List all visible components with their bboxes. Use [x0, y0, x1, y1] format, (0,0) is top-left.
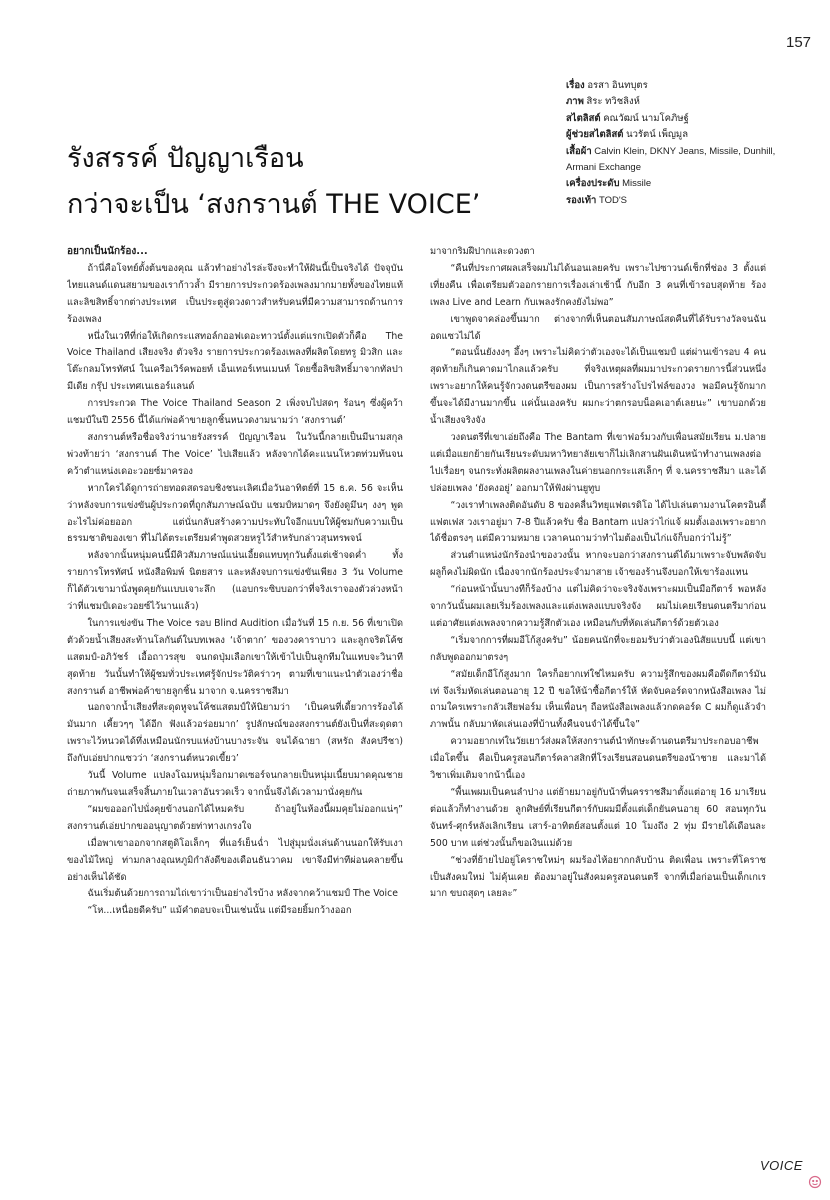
credit-value: นวรัตน์ เพ็ญมูล	[626, 129, 689, 141]
column-right	[430, 244, 766, 1149]
article-body	[67, 244, 782, 1149]
paragraph: นอกจากน้ำเสียงที่สะดุดหูจนโค้ชแสตมป์ให้นิยามว่า ‘เป็นคนที่เดี้ยวการร้องได้มันมาก เคี้ยวๆๆ ได้อีก ฟังแล้วอร่อยมาก’ รูปลักษณ์ของสงกรานต์ยังเป็นที่สะดุดตาเพราะไว้หนวดได้ทึ่งเหมือนนักรบแห่งบ้านบางระจัน จนได้ฉายา (สหรัถ สังคปรีชา) ถึงกับเอ่ยปากแซวว่า ‘สงกรานต์หนวดเขี้ยว’	[67, 702, 403, 765]
paragraph: “วงเราทำเพลงติดอันดับ 8 ของคลื่นวิทยุแฟตเรดิโอ ได้ไปเล่นตามงานโคตรอินดี้ แฟตเฟส วงเราอยู่มา 7-8 ปีแล้วครับ ชื่อ Bantam แปลว่าไก่แจ้ ผมตั้งเองเพราะอยากได้ชื่อตรงๆ แต่มีความหมาย เวลาคนถามว่าทำไมต้องเป็นไก่แจ้ก็บอกว่าไม่รู้”	[430, 499, 766, 545]
credit-label: สไตลิสต์	[566, 112, 601, 124]
credit-label: เสื้อผ้า	[566, 145, 592, 157]
paragraph: มาจากริมฝีปากและดวงตา	[430, 246, 535, 257]
credit-label: ภาพ	[566, 96, 584, 108]
paragraph: “เริ่มจากการที่ผมอีโก้สูงครับ” น้อยคนนักที่จะยอมรับว่าตัวเองนิสัยแบบนี้ แต่เขากลับพูดออกมาตรงๆ	[430, 634, 766, 663]
section-name: VOICE	[760, 1158, 803, 1173]
paragraph: เขาพูดจาคล่องขึ้นมาก ต่างจากที่เห็นตอนสัมภาษณ์สดคืนที่ได้รับรางวัลจนฉันอดแซวไม่ได้	[430, 313, 766, 342]
page-number: 157	[786, 34, 812, 51]
credit-value: สิระ ทวิชลิงห์	[586, 96, 640, 108]
paragraph: วันนี้ Volume แปลงโฉมหนุ่มร็อกมาดเซอร์จนกลายเป็นหนุ่มเนี้ยบมาดคุณชาย ถ่ายภาพกันจนเสร็จสิ้นภายในเวลาอันรวดเร็ว จากนั้นจึงได้เวลามานั่งคุยกัน	[67, 770, 403, 798]
paragraph: ฉันเริ่มต้นด้วยการถามไถ่เขาว่าเป็นอย่างไรบ้าง หลังจากคว้าแชมป์ The Voice	[87, 888, 398, 900]
paragraph: ถ้านี่คือโจทย์ตั้งต้นของคุณ แล้วทำอย่างไรล่ะจึงจะทำให้ฝันนี้เป็นจริงได้ ปัจจุบันไทยแลนด์แดนสยามของเราก้าวล้ำ มีรายการประกวดร้องเพลงมากมายทั้งของไทยแท้และลิขสิทธิ์จากต่างประเทศ เป็นประตูสู่ดวงดาวสำหรับคนที่มีความสามารถด้านการร้องเพลง	[67, 262, 403, 325]
paragraph: “ช่วงที่ย้ายไปอยู่โคราชใหม่ๆ ผมร้องไห้อยากกลับบ้าน ติดเพื่อน เพราะที่โคราชเป็นสังคมใหม่ ไม่คุ้นเคย ต้องมาอยู่ในสังคมครูสอนดนตรี จากที่เมื่อก่อนเป็นเด็กเกเรมาก ขบถสุดๆ เลยละ”	[430, 854, 766, 900]
paragraph: หากใครได้ดูการถ่ายทอดสดรอบชิงชนะเลิศเมื่อวันอาทิตย์ที่ 15 ธ.ค. 56 จะเห็นว่าหลังจบการแข่งขันผู้ประกวดที่ถูกสัมภาษณ์ฉบับ แชมป์หมาดๆ จึงยังดูมึนๆ งงๆ พูดอะไรไม่ค่อยออก แต่นั่นกลับสร้างความประทับใจอีกแบบให้ผู้ชมกับความเป็นธรรมชาติของเขา ที่ไม่ได้ตระเตรียมคำพูดสวยหรูไว้สำหรับกล่าวสุนทรพจน์	[67, 482, 403, 545]
title-line-2: กว่าจะเป็น ‘สงกรานต์ THE VOICE’	[67, 189, 481, 220]
paragraph: “โห...เหนื่อยดีครับ” แม้คำตอบจะเป็นเช่นนั้น แต่มีรอยยิ้มกว้างออก	[87, 905, 352, 917]
paragraph: วงดนตรีที่เขาเอ่ยถึงคือ The Bantam ที่เขาฟอร์มวงกับเพื่อนสมัยเรียน ม.ปลาย แต่เมื่อแยกย้ายกันเรียนระดับมหาวิทยาลัยเขาก็ไม่เลิกสานฝันเดินหน้าทำงานเพลงต่อไปเรื่อยๆ จนกระทั่งผลิตผลงานเพลงในค่ายนอกกระแสเล็กๆ ที่ จ.นครราชสีมา และได้ปล่อยเพลง ‘ยังคงอยู่’ ออกมาให้ฟังผ่านยูทูบ	[430, 431, 766, 494]
paragraph: “พื้นเพผมเป็นคนลำปาง แต่ย้ายมาอยู่กับน้าที่นครราชสีมาตั้งแต่อายุ 16 มาเรียนต่อแล้วก็ทำงานด้วย ลูกศิษย์ที่เรียนกีตาร์กับผมมีตั้งแต่เด็กยันคนอายุ 60 สอนทุกวันจันทร์-ศุกร์หลังเลิกเรียน เสาร์-อาทิตย์สอนตั้งแต่ 10 โมงถึง 2 ทุ่ม มีรายได้เดือนละ 500 บาท แต่ช่วงนั้นก็ขอเงินแม่ด้วย	[430, 787, 766, 849]
credit-value: Armani Exchange	[566, 162, 641, 174]
paragraph: “ก่อนหน้านั้นบางทีก็ร้องบ้าง แต่ไม่คิดว่าจะจริงจังเพราะผมเป็นมือกีตาร์ พอหลังจากวันนั้นผมเลยเริ่มร้องเพลงและแต่งเพลงแบบจริงจัง ผมไม่เคยเรียนดนตรีมาก่อน แต่อาศัยแต่งเพลงจากความรู้สึกตัวเอง เหมือนกับที่หัดเล่นกีตาร์ด้วยตัวเอง	[430, 584, 766, 629]
title-line-1: รังสรรค์ ปัญญาเรือน	[67, 143, 304, 174]
paragraph: เมื่อพาเขาออกจากสตูดิโอเล็กๆ ที่แอร์เย็นฉ่ำ ไปสู่มุมนั่งเล่นด้านนอกให้รับเงาของไม้ใหญ่ ท่ามกลางอุณหภูมิกำลังดีของเดือนธันวาคม เขาจึงมีท่าทีผ่อนคลายขึ้นอย่างเห็นได้ชัด	[67, 837, 403, 883]
credit-label: ผู้ช่วยสไตลิสต์	[566, 129, 624, 141]
column-left	[67, 244, 403, 1149]
credit-value: TOD'S	[598, 194, 627, 206]
paragraph: การประกวด The Voice Thailand Season 2 เพิ่งจบไปสดๆ ร้อนๆ ซึ่งผู้คว้าแชมป์ในปี 2556 นี้ได้แก่พ่อค้าขายลูกชิ้นหนวดงามนามว่า ‘สงกรานต์’	[67, 398, 403, 427]
paragraph: ความอยากเท่ในวัยเยาว์ส่งผลให้สงกรานต์นำทักษะด้านดนตรีมาประกอบอาชีพเมื่อโตขึ้น คือเป็นครูสอนกีตาร์คลาสสิกที่โรงเรียนสอนดนตรีของน้าชาย และมาได้วิชาเพิ่มเติมจากน้านี้เอง	[430, 736, 766, 782]
paragraph: “สมัยเด็กอีโก้สูงมาก ใครก็อยากเท่ใช่ไหมครับ ความรู้สึกของผมคือดีดกีตาร์มันเท่ จึงเริ่มหัดเล่นตอนอายุ 12 ปี ขอให้น้าซื้อกีตาร์ให้ หัดจับคอร์ดจากหนังสือเพลง ไม่ถามใครเพราะกลัวเสียฟอร์ม เห็นเพื่อนๆ ถือหนังสือเพลงแล้วกดคอร์ด C ผมก็ดูแล้วจำภาพนั้น กลับมาหัดเล่นเองที่บ้านทั้งคืนจนจำได้ขึ้นใจ”	[430, 668, 766, 731]
credit-label: เรื่อง	[566, 80, 585, 91]
paragraph: สงกรานต์หรือชื่อจริงว่านายรังสรรค์ ปัญญาเรือน ในวันนี้กลายเป็นมีนามสกุลพ่วงท้ายว่า ‘สงกรานต์ The Voice’ ไปเสียแล้ว หลังจากได้คะแนนโหวตท่วมท้นจนคว้าตำแหน่งเดอะวอยซ์มาครอง	[67, 431, 403, 477]
credit-label: เครื่องประดับ	[566, 178, 620, 190]
paragraph: หลังจากนั้นหนุ่มคนนี้มีคิวสัมภาษณ์แน่นเอี้ยดแทบทุกวันตั้งแต่เช้าจดค่ำ ทั้งรายการโทรทัศน์ หนังสือพิมพ์ นิตยสาร และหลังจบการแข่งขันเพียง 3 วัน Volume ก็ได้ตัวเขามานั่งพูดคุยกันแบบเจาะลึก (แอบกระซิบบอกว่าที่จริงเราจองตัวล่วงหน้าว่าที่แชมป์เดอะวอยซ์ไว้นานแล้ว)	[67, 550, 403, 613]
credit-value: Calvin Klein, DKNY Jeans, Missile, Dunhill,	[594, 145, 776, 157]
credit-row	[566, 111, 806, 127]
paragraph: หนึ่งในเวทีที่ก่อให้เกิดกระแสทอล์กออฟเดอะทาวน์ตั้งแต่แรกเปิดตัวก็คือ The Voice Thailand เสียงจริง ตัวจริง รายการประกวดร้องเพลงที่ผลิตโดยทรู มิวสิก และโต๊ะกลมโทรทัศน์ ในเครือเวิร์คพอยท์ เอ็นเทอร์เทนเมนท์ โดยซื้อลิขสิทธิ์มาจากทัลปา มีเดีย กรุ๊ป ประเทศเนเธอร์แลนด์	[67, 330, 403, 393]
paragraph: ส่วนตำแหน่งนักร้องนำของวงนั้น หากจะบอกว่าสงกรานต์ได้มาเพราะจับพลัดจับผลูก็คงไม่ผิดนัก เนื่องจากนักร้องประจำมาสาย เจ้าของร้านจึงบอกให้เขาร้องแทน	[430, 550, 766, 579]
corner-logo-icon	[808, 1175, 822, 1189]
paragraph: “คืนที่ประกาศผลเสร็จผมไม่ได้นอนเลยครับ เพราะไปซาวนด์เช็กที่ช่อง 3 ตั้งแต่เที่ยงคืน เพื่อเตรียมตัวออกรายการเรื่องเล่าเช้านี้ กับอีก 3 คนที่เข้ารอบสุดท้าย ร้องเพลง Live and Learn กับเพลงรักคงยังไม่พอ”	[430, 262, 766, 308]
credit-value: Missile	[622, 178, 652, 190]
credit-label: รองเท้า	[566, 194, 597, 206]
paragraph: ในการแข่งขัน The Voice รอบ Blind Audition เมื่อวันที่ 15 ก.ย. 56 ที่เขาเปิดตัวด้วยน้ำเสียงสะท้านโลกันต์ในบทเพลง ‘เจ้าตาก’ ของวงคาราบาว และลูกจริตโค้ชแสตมป์-อภิวัชร์ เอื้อถาวรสุข จนกดปุ่มเลือกเขาให้เข้าไปเป็นลูกทีมในแทบจะวินาทีสุดท้าย วันนั้นทำให้ผู้ชมทั่วประเทศรู้จักประวัติคร่าวๆ ตามที่เขาแนะนำตัวเองว่าชื่อสงกรานต์ อาชีพพ่อค้าขายลูกชิ้น มาจาก จ.นครราชสีมา	[67, 617, 403, 697]
credit-value: อรสา อินทบุตร	[587, 80, 648, 91]
credit-row	[566, 94, 806, 110]
credit-value: คณวัฒน์ นามโคภิษฐ์	[603, 112, 689, 124]
paragraph: “ตอนนั้นยังงงๆ อึ้งๆ เพราะไม่คิดว่าตัวเองจะได้เป็นแชมป์ แต่ผ่านเข้ารอบ 4 คนสุดท้ายก็เกินคาดมาไกลแล้วครับ ที่จริงเหตุผลที่ผมมาประกวดรายการนี้ส่วนหนึ่งเพราะอยากให้คนรู้จักวงดนตรีของผม เป็นการสร้างโปรไฟล์ของวง พอมีคนรู้จักมากขึ้นจะได้มีงานมากขึ้น แค่นั้นเองครับ ผมกะว่าตกรอบน็อคเอาต์เลยนะ” เขาบอกด้วยน้ำเสียงจริงจัง	[430, 347, 766, 427]
credit-row	[566, 78, 806, 94]
paragraph: “ผมขอออกไปนั่งคุยข้างนอกได้ไหมครับ ถ้าอยู่ในห้องนี้ผมคุยไม่ออกแน่ๆ” สงกรานต์เอ่ยปากขออนุญาตด้วยท่าทางเกรงใจ	[67, 803, 403, 832]
section-subhead: อยากเป็นนักร้อง...	[67, 246, 148, 257]
article-title	[67, 136, 627, 228]
